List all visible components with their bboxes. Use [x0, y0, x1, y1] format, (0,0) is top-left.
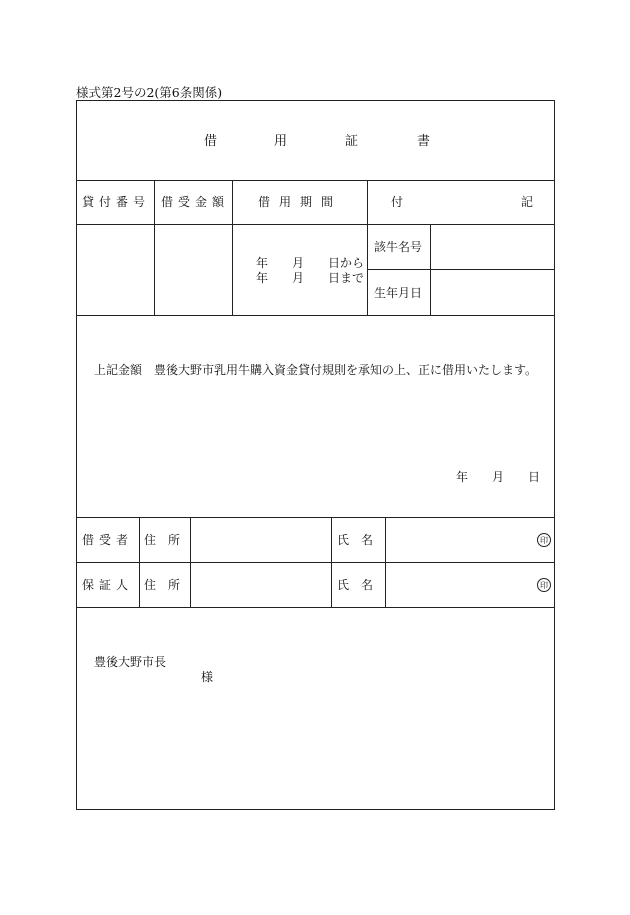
col-divider-1	[154, 180, 155, 315]
borrower-role: 借受者	[82, 533, 134, 547]
title-char-1: 借	[204, 134, 218, 149]
party-divider-3	[331, 517, 332, 607]
addressee: 豊後大野市長	[94, 655, 167, 669]
period-to: 年 月 日まで	[256, 271, 365, 285]
cow-name-label: 該牛名号	[374, 240, 423, 254]
guarantor-role: 保証人	[82, 578, 134, 592]
party-divider-1	[139, 517, 140, 607]
divider-title	[76, 180, 555, 181]
honorific: 様	[201, 670, 214, 684]
borrower-name-label: 氏 名	[337, 533, 374, 547]
party-divider-2	[190, 517, 191, 607]
guarantor-address-label: 住 所	[144, 578, 181, 592]
header-loan-amount: 借受金額	[161, 195, 230, 209]
title-char-3: 証	[345, 134, 359, 149]
header-remarks-left: 付	[391, 195, 404, 209]
period-from: 年 月 日から	[256, 256, 365, 270]
loan-statement: 上記金額 豊後大野市乳用牛購入資金貸付規則を承知の上、正に借用いたします。	[94, 363, 538, 377]
title-char-4: 書	[417, 134, 431, 149]
col-divider-4	[430, 224, 431, 315]
divider-remarks-mid	[367, 269, 555, 270]
statement-date: 年 月 日	[456, 470, 541, 484]
header-remarks-right: 記	[521, 195, 534, 209]
divider-parties-mid	[76, 562, 555, 563]
borrower-address-label: 住 所	[144, 533, 181, 547]
divider-statement-bottom	[76, 517, 555, 518]
header-loan-number: 貸付番号	[82, 195, 151, 209]
birth-date-label: 生年月日	[374, 286, 423, 300]
guarantor-seal-mark: 印	[537, 578, 551, 592]
divider-table-bottom	[76, 315, 555, 316]
title-char-2: 用	[274, 134, 288, 149]
borrower-seal-mark: 印	[537, 533, 551, 547]
party-divider-4	[385, 517, 386, 607]
divider-header	[76, 224, 555, 225]
col-divider-2	[232, 180, 233, 315]
divider-parties-bottom	[76, 607, 555, 608]
guarantor-name-label: 氏 名	[337, 578, 374, 592]
header-loan-period: 借用期間	[258, 195, 343, 209]
col-divider-3	[367, 180, 368, 315]
form-number-note: 様式第2号の2(第6条関係)	[76, 85, 223, 100]
